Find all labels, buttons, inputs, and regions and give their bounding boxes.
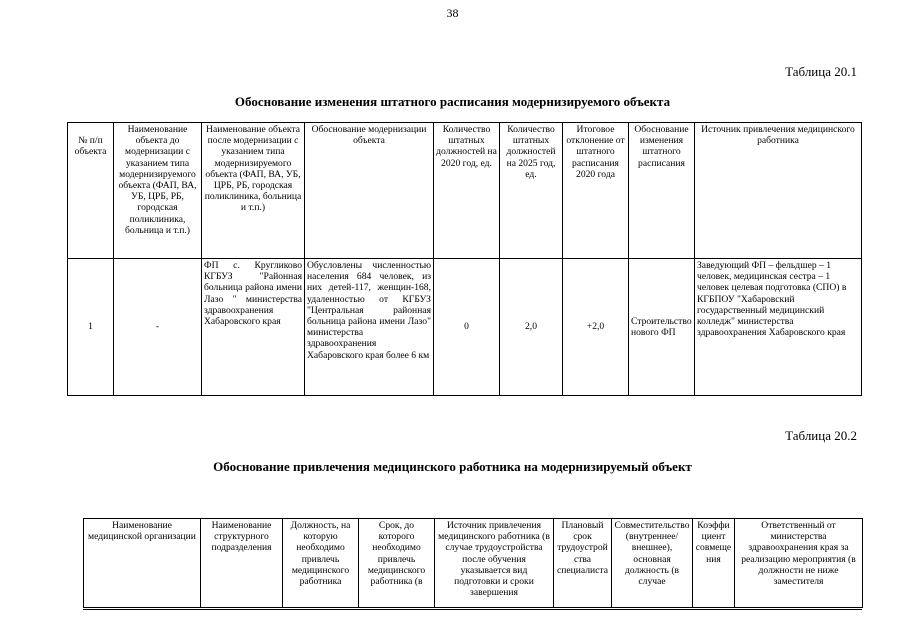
row-change-reason: Строительство нового ФП xyxy=(629,259,695,396)
page-crop xyxy=(0,609,905,640)
table1-header-row xyxy=(68,123,862,259)
table2-bottom-border xyxy=(83,609,862,610)
header-num: № п/п объекта xyxy=(68,123,114,259)
table1-title: Обоснование изменения штатного расписания модернизируемого объекта xyxy=(234,94,671,109)
header-deviation: Итоговое отклонение от штатного расписания 2020 года xyxy=(563,123,629,259)
row-count-2020: 0 xyxy=(434,259,500,396)
row-deviation: +2,0 xyxy=(563,259,629,396)
header-before: Наименование объекта до модернизации с указанием типа модернизируемого объекта (ФАП, ВА, УБ, ЦРБ, РБ, городская поликлиника, больница и т.п.) xyxy=(114,123,202,259)
row-after: ФП с. Кругликово КГБУЗ "Районная больница района имени Лазо " министерства здравоохранения Хабаровского края xyxy=(202,259,305,396)
header-department: Наименование структурного подразделения xyxy=(201,519,283,608)
table2-label: Таблица 20.2 xyxy=(785,428,857,443)
header-hire-date: Плановый срок трудоустройства специалиста xyxy=(554,519,612,608)
header-after: Наименование объекта после модернизации с указанием типа модернизируемого объекта (ФАП, ВА, УБ, ЦРБ, РБ, городская поликлиника, больница и т.п.) xyxy=(202,123,305,259)
header-deadline: Срок, до которого необходимо привлечь медицинского работника (в xyxy=(359,519,435,608)
row-before: - xyxy=(114,259,202,396)
row-num: 1 xyxy=(68,259,114,396)
header-coefficient: Коэффициент совмещения xyxy=(693,519,735,608)
header-combination: Совместительство (внутреннее/внешнее), основная должность (в случае xyxy=(612,519,693,608)
table1-label: Таблица 20.1 xyxy=(785,64,857,79)
header-responsible: Ответственный от министерства здравоохранения края за реализацию мероприятия (в должности не ниже заместителя xyxy=(735,519,863,608)
header-position: Должность, на которую необходимо привлечь медицинского работника xyxy=(283,519,359,608)
header-organization: Наименование медицинской организации xyxy=(84,519,201,608)
header-justification: Обоснование модернизации объекта xyxy=(305,123,434,259)
table-row xyxy=(68,259,862,396)
row-count-2025: 2,0 xyxy=(500,259,563,396)
row-justification: Обусловлены численностью населения 684 человек, из них детей-117, женщин-168, удаленностью от КГБУЗ "Центральная районная больница района имени Лазо" министерства здравоохранения Хабаровского края более 6 км xyxy=(305,259,434,396)
row-source: Заведующий ФП – фельдшер – 1 человек, медицинская сестра – 1 человек целевая подготовка (СПО) в КГБПОУ "Хабаровский государственный медицинский колледж" министерства здравоохранения Хабаровского края xyxy=(695,259,862,396)
table2-title: Обоснование привлечения медицинского работника на модернизируемый объект xyxy=(213,459,692,474)
header-change-reason: Обоснование изменения штатного расписания xyxy=(629,123,695,259)
page-number: 38 xyxy=(446,6,459,20)
recruitment-table xyxy=(83,518,863,608)
header-count-2020: Количество штатных должностей на 2020 год, ед. xyxy=(434,123,500,259)
table2-header-row xyxy=(84,519,863,608)
header-source: Источник привлечения медицинского работника xyxy=(695,123,862,259)
header-recruit-source: Источник привлечения медицинского работника (в случае трудоустройства после обучения указывается вид подготовки и сроки завершения xyxy=(435,519,554,608)
header-count-2025: Количество штатных должностей на 2025 год, ед. xyxy=(500,123,563,259)
staffing-table xyxy=(67,122,862,396)
